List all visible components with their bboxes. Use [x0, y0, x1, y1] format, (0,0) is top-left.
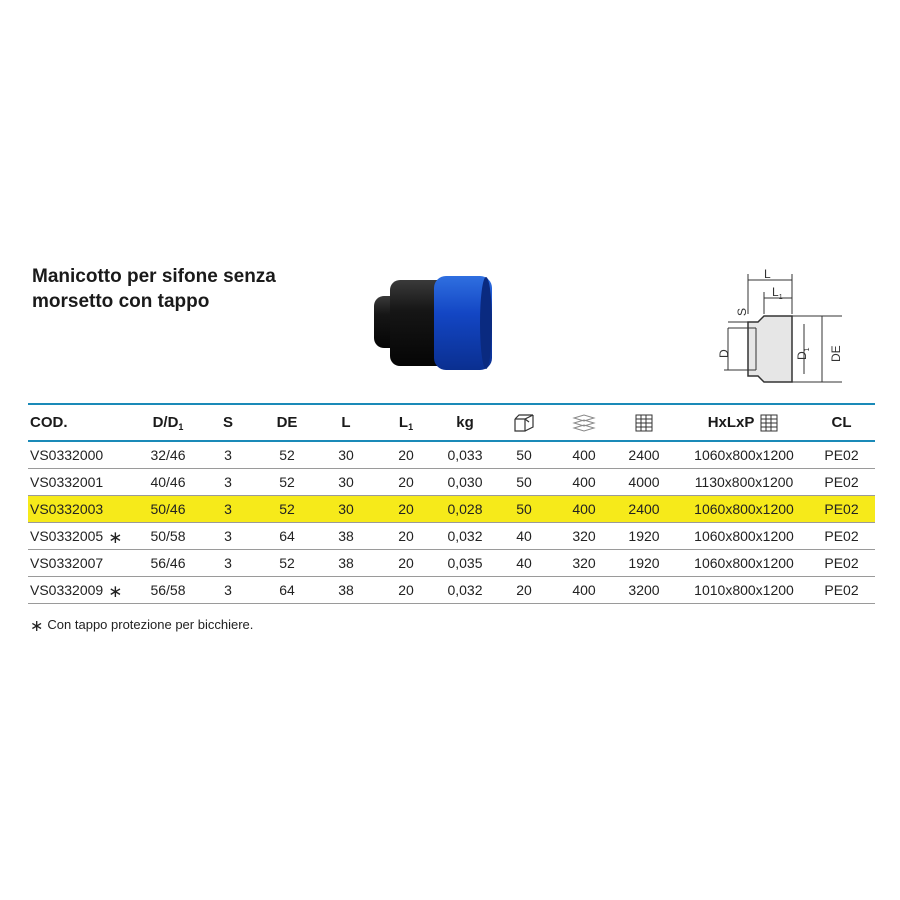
- cell-kg: 0,032: [442, 577, 488, 604]
- pallet-dimensions-icon: [758, 413, 780, 433]
- footnote: [30, 614, 253, 634]
- cell-dims: 1060x800x1200: [680, 523, 808, 550]
- cell-l1: 20: [370, 469, 442, 496]
- label-D: D: [717, 349, 731, 358]
- cell-cl: PE02: [808, 550, 875, 577]
- cell-l1: 20: [370, 577, 442, 604]
- cell-l: 38: [322, 577, 370, 604]
- cell-box: 20: [488, 577, 560, 604]
- label-S: S: [735, 307, 749, 316]
- asterisk-icon: ∗: [30, 618, 44, 635]
- header-cl: CL: [831, 414, 852, 431]
- cell-s: 3: [204, 469, 252, 496]
- cell-cl: PE02: [808, 577, 875, 604]
- label-L: L: [764, 267, 771, 281]
- cell-layer: 320: [560, 523, 608, 550]
- cell-cl: PE02: [808, 496, 875, 523]
- cell-layer: 400: [560, 441, 608, 469]
- cell-pallet: 2400: [608, 441, 680, 469]
- cell-l: 30: [322, 496, 370, 523]
- cell-de: 52: [252, 441, 322, 469]
- cell-s: 3: [204, 550, 252, 577]
- cell-code: VS0332007: [28, 550, 132, 577]
- cell-d: 32/46: [132, 441, 204, 469]
- footnote-text: Con tappo protezione per bicchiere.: [47, 617, 254, 632]
- cell-l: 38: [322, 550, 370, 577]
- cell-d: 50/58: [132, 523, 204, 550]
- cell-layer: 400: [560, 496, 608, 523]
- cell-box: 40: [488, 550, 560, 577]
- table-row-highlighted: [28, 496, 875, 523]
- cell-cl: PE02: [808, 441, 875, 469]
- cell-de: 64: [252, 523, 322, 550]
- pallet-layer-icon: [572, 413, 596, 433]
- label-DE: DE: [829, 345, 843, 362]
- cell-cl: PE02: [808, 523, 875, 550]
- cell-box: 50: [488, 441, 560, 469]
- label-D1: $D_1$: [795, 347, 811, 360]
- label-L1: $L_1$: [772, 285, 783, 301]
- cell-dims: 1060x800x1200: [680, 441, 808, 469]
- cell-l: 30: [322, 469, 370, 496]
- product-spec-table: [28, 403, 875, 604]
- header-hxlxp: HxLxP: [680, 404, 808, 441]
- header-s: S: [222, 414, 233, 431]
- table-row: [28, 523, 875, 550]
- header-box: [488, 404, 560, 441]
- cell-s: 3: [204, 496, 252, 523]
- header-kg: kg: [456, 414, 474, 431]
- cell-l1: 20: [370, 550, 442, 577]
- table-row: [28, 469, 875, 496]
- cell-de: 52: [252, 469, 322, 496]
- header-d-d1: $D/D_1$: [152, 413, 184, 432]
- header-l: L: [341, 414, 351, 431]
- cell-de: 52: [252, 550, 322, 577]
- cell-kg: 0,035: [442, 550, 488, 577]
- cell-pallet: 3200: [608, 577, 680, 604]
- cell-l1: 20: [370, 441, 442, 469]
- cell-layer: 400: [560, 469, 608, 496]
- cell-l: 30: [322, 441, 370, 469]
- cell-box: 40: [488, 523, 560, 550]
- cell-dims: 1060x800x1200: [680, 496, 808, 523]
- cell-pallet: 4000: [608, 469, 680, 496]
- cell-kg: 0,033: [442, 441, 488, 469]
- pallet-stack-icon: [633, 413, 655, 433]
- product-title: Manicotto per sifone senza morsetto con tappo: [32, 266, 276, 312]
- cell-kg: 0,030: [442, 469, 488, 496]
- cell-dims: 1010x800x1200: [680, 577, 808, 604]
- cell-pallet: 1920: [608, 523, 680, 550]
- cell-d: 56/46: [132, 550, 204, 577]
- cell-code: VS0332000: [28, 441, 132, 469]
- cell-code: VS0332009 ∗: [28, 577, 132, 604]
- cell-box: 50: [488, 469, 560, 496]
- cell-cl: PE02: [808, 469, 875, 496]
- header-layer: [560, 404, 608, 441]
- technical-drawing: [712, 266, 852, 388]
- cell-layer: 400: [560, 577, 608, 604]
- table-row: [28, 577, 875, 604]
- table-row: [28, 550, 875, 577]
- header-l1: $L_1$: [398, 413, 414, 432]
- cell-de: 52: [252, 496, 322, 523]
- cell-l1: 20: [370, 523, 442, 550]
- cell-s: 3: [204, 441, 252, 469]
- cell-d: 40/46: [132, 469, 204, 496]
- header-pallet: [608, 404, 680, 441]
- header-code: COD.: [30, 414, 68, 431]
- cell-code: VS0332001: [28, 469, 132, 496]
- cell-d: 50/46: [132, 496, 204, 523]
- cell-code: VS0332003: [28, 496, 132, 523]
- cell-pallet: 1920: [608, 550, 680, 577]
- cell-s: 3: [204, 523, 252, 550]
- product-image: [374, 270, 496, 376]
- cell-d: 56/58: [132, 577, 204, 604]
- cell-kg: 0,032: [442, 523, 488, 550]
- box-icon: [513, 413, 535, 433]
- cell-box: 50: [488, 496, 560, 523]
- cell-kg: 0,028: [442, 496, 488, 523]
- cell-layer: 320: [560, 550, 608, 577]
- cell-code: VS0332005 ∗: [28, 523, 132, 550]
- table-row: [28, 441, 875, 469]
- table-header-row: [28, 404, 875, 441]
- cell-l: 38: [322, 523, 370, 550]
- cell-dims: 1060x800x1200: [680, 550, 808, 577]
- cell-s: 3: [204, 577, 252, 604]
- cell-l1: 20: [370, 496, 442, 523]
- cell-dims: 1130x800x1200: [680, 469, 808, 496]
- cell-pallet: 2400: [608, 496, 680, 523]
- header-de: DE: [276, 414, 298, 431]
- cell-de: 64: [252, 577, 322, 604]
